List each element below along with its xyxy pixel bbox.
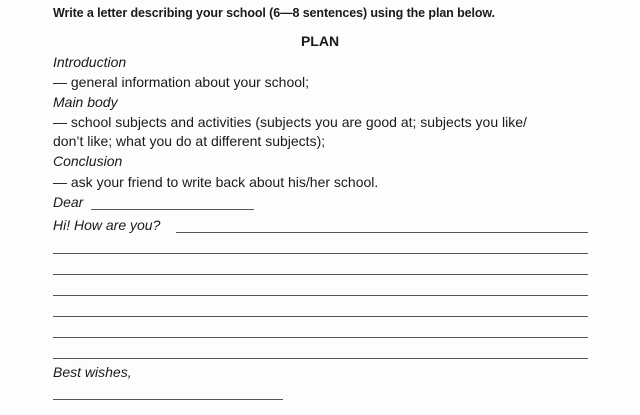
conclusion-item: — ask your friend to write back about his/her school.: [53, 174, 379, 190]
writing-line[interactable]: [53, 253, 588, 254]
opening-blank-line[interactable]: [176, 232, 588, 233]
writing-line[interactable]: [53, 295, 588, 296]
conclusion-heading: Conclusion: [53, 153, 123, 169]
plan-title: PLAN: [300, 33, 340, 49]
introduction-heading: Introduction: [53, 54, 127, 70]
writing-line[interactable]: [53, 358, 588, 359]
greeting-blank-line[interactable]: [91, 209, 254, 210]
letter-opening: Hi! How are you?: [53, 217, 161, 233]
signature-blank-line[interactable]: [53, 399, 283, 400]
task-instruction: Write a letter describing your school (6—8 sentences) using the plan below.: [53, 6, 495, 20]
introduction-item: — general information about your school;: [53, 74, 310, 90]
main-body-item-line-1: — school subjects and activities (subjects you are good at; subjects you like/: [53, 114, 527, 130]
main-body-heading: Main body: [53, 94, 118, 110]
writing-line[interactable]: [53, 316, 588, 317]
letter-greeting: Dear: [53, 194, 84, 210]
main-body-item-line-2: don’t like; what you do at different subjects);: [53, 133, 326, 149]
writing-line[interactable]: [53, 274, 588, 275]
letter-closing: Best wishes,: [53, 364, 132, 380]
writing-line[interactable]: [53, 337, 588, 338]
